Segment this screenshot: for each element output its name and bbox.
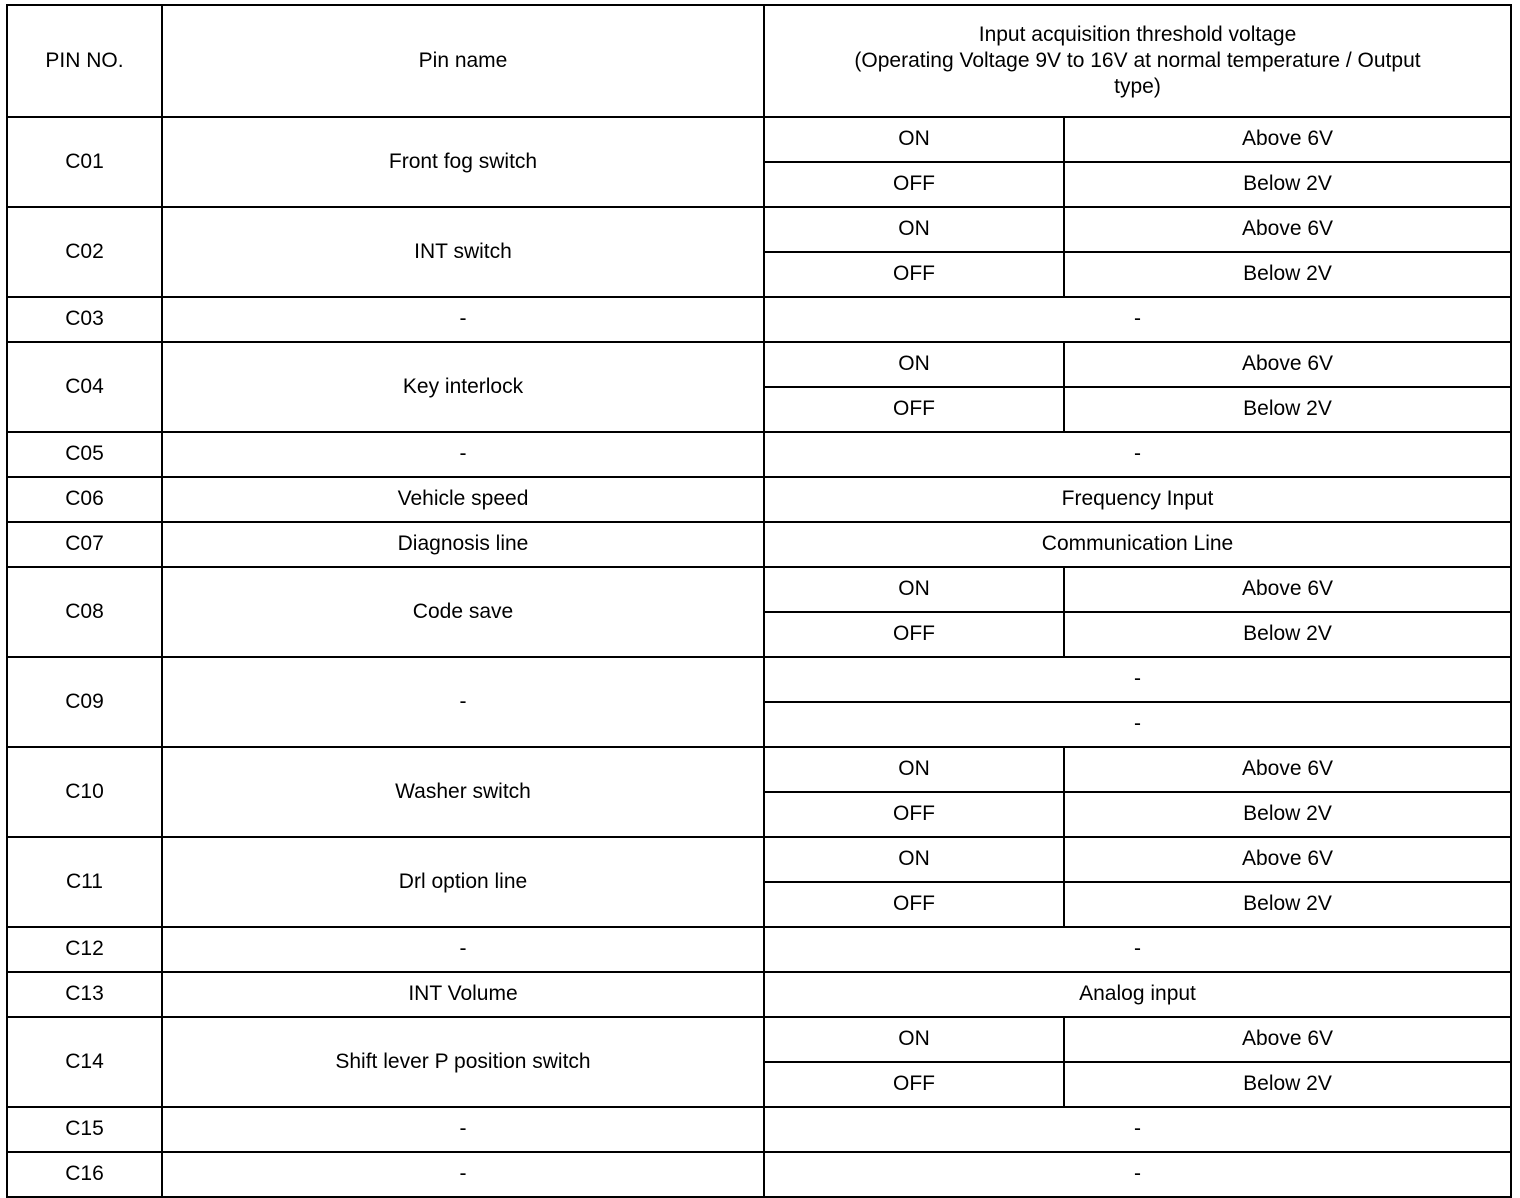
value-cell: - [764,657,1511,702]
table-row [7,927,1511,972]
table-row [7,1152,1511,1197]
table-row [7,477,1511,522]
value-cell: Below 2V [1064,612,1511,657]
pin-no-cell: C11 [7,837,162,927]
pin-name-cell: Front fog switch [162,117,764,207]
value-cell: - [764,927,1511,972]
state-cell: OFF [764,387,1064,432]
pin-name-cell: Vehicle speed [162,477,764,522]
threshold-header-line-3: type) [1114,75,1161,99]
state-cell: OFF [764,162,1064,207]
pin-no-cell: C14 [7,1017,162,1107]
pin-name-cell: Drl option line [162,837,764,927]
pin-no-cell: C16 [7,1152,162,1197]
pin-no-cell: C04 [7,342,162,432]
value-cell: Below 2V [1064,1062,1511,1107]
value-cell: - [764,1107,1511,1152]
pin-no-cell: C12 [7,927,162,972]
table-row [7,1107,1511,1152]
pin-no-cell: C07 [7,522,162,567]
table-row [7,522,1511,567]
pin-name-cell: Diagnosis line [162,522,764,567]
pin-name-cell: Key interlock [162,342,764,432]
table-row [7,207,1511,252]
state-cell: OFF [764,792,1064,837]
value-cell: - [764,297,1511,342]
table-row [7,117,1511,162]
pin-name-cell: Washer switch [162,747,764,837]
state-cell: ON [764,1017,1064,1062]
pin-name-cell: Code save [162,567,764,657]
value-cell: Above 6V [1064,207,1511,252]
column-header-threshold [764,5,1511,117]
table-row [7,1017,1511,1062]
value-cell: Above 6V [1064,837,1511,882]
state-cell: ON [764,837,1064,882]
pin-no-cell: C02 [7,207,162,297]
value-cell: Above 6V [1064,1017,1511,1062]
pin-name-cell: Shift lever P position switch [162,1017,764,1107]
pin-name-cell: INT Volume [162,972,764,1017]
value-cell: Above 6V [1064,117,1511,162]
state-cell: OFF [764,612,1064,657]
value-cell: Below 2V [1064,252,1511,297]
value-cell: - [764,1152,1511,1197]
table-row [7,837,1511,882]
table-row [7,567,1511,612]
table-header [7,5,1511,117]
pin-no-cell: C01 [7,117,162,207]
value-cell: Above 6V [1064,747,1511,792]
table-row [7,657,1511,702]
table-row [7,432,1511,477]
pin-no-cell: C15 [7,1107,162,1152]
value-cell: Frequency Input [764,477,1511,522]
pin-name-cell: - [162,1152,764,1197]
state-cell: OFF [764,882,1064,927]
state-cell: ON [764,207,1064,252]
state-cell: ON [764,747,1064,792]
state-cell: OFF [764,1062,1064,1107]
pin-name-cell: - [162,657,764,747]
table-row [7,297,1511,342]
pin-name-cell: - [162,927,764,972]
state-cell: OFF [764,252,1064,297]
value-cell: Below 2V [1064,792,1511,837]
column-header-pin-no: PIN NO. [7,5,162,117]
pin-no-cell: C06 [7,477,162,522]
pin-name-cell: - [162,1107,764,1152]
value-cell: Analog input [764,972,1511,1017]
column-header-pin-name: Pin name [162,5,764,117]
value-cell: Above 6V [1064,567,1511,612]
state-cell: ON [764,117,1064,162]
threshold-header-line-2: (Operating Voltage 9V to 16V at normal temperature / Output [854,48,1421,72]
value-cell: Above 6V [1064,342,1511,387]
pin-no-cell: C03 [7,297,162,342]
pin-name-cell: - [162,432,764,477]
value-cell: - [764,702,1511,747]
pin-assignment-table [6,4,1512,1198]
table-row [7,342,1511,387]
value-cell: - [764,432,1511,477]
table-body [7,117,1511,1197]
value-cell: Communication Line [764,522,1511,567]
value-cell: Below 2V [1064,882,1511,927]
table-row [7,972,1511,1017]
state-cell: ON [764,567,1064,612]
value-cell: Below 2V [1064,162,1511,207]
pin-no-cell: C13 [7,972,162,1017]
pin-no-cell: C09 [7,657,162,747]
table-row [7,747,1511,792]
threshold-header-line-1: Input acquisition threshold voltage [978,22,1297,46]
pin-name-cell: - [162,297,764,342]
pin-no-cell: C05 [7,432,162,477]
state-cell: ON [764,342,1064,387]
value-cell: Below 2V [1064,387,1511,432]
pin-no-cell: C08 [7,567,162,657]
pin-no-cell: C10 [7,747,162,837]
pin-name-cell: INT switch [162,207,764,297]
